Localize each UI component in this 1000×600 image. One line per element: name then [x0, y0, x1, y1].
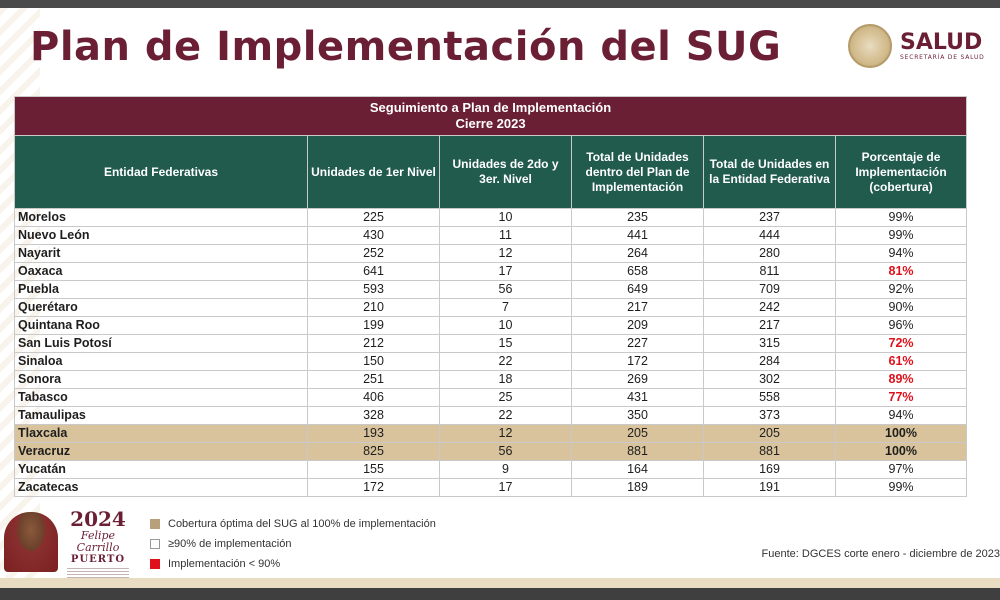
- legend-item: [150, 534, 436, 554]
- n1-cell: 593: [308, 281, 440, 299]
- plan-cell: 431: [572, 389, 704, 407]
- n1-cell: 155: [308, 461, 440, 479]
- source-note: Fuente: DGCES corte enero - diciembre de 2023: [761, 548, 1000, 560]
- caption-line-2: Cierre 2023: [455, 116, 526, 131]
- legend-label: ≥90% de implementación: [168, 538, 292, 550]
- plan-cell: 658: [572, 263, 704, 281]
- total-cell: 302: [704, 371, 836, 389]
- implementation-table: [14, 96, 967, 497]
- n1-cell: 406: [308, 389, 440, 407]
- entity-cell: Querétaro: [15, 299, 308, 317]
- column-header-plan: Total de Unidades dentro del Plan de Implementación: [572, 136, 704, 209]
- total-cell: 169: [704, 461, 836, 479]
- n23-cell: 25: [440, 389, 572, 407]
- legend-swatch: [150, 539, 160, 549]
- page-title: Plan de Implementación del SUG: [30, 24, 782, 70]
- column-header-total: Total de Unidades en la Entidad Federativa: [704, 136, 836, 209]
- coverage-cell: 61%: [836, 353, 967, 371]
- n23-cell: 17: [440, 263, 572, 281]
- total-cell: 709: [704, 281, 836, 299]
- n1-cell: 641: [308, 263, 440, 281]
- plan-cell: 205: [572, 425, 704, 443]
- n23-cell: 15: [440, 335, 572, 353]
- n1-cell: 172: [308, 479, 440, 497]
- bottom-decor-band: [0, 578, 1000, 588]
- n1-cell: 825: [308, 443, 440, 461]
- entity-cell: Morelos: [15, 209, 308, 227]
- total-cell: 811: [704, 263, 836, 281]
- table-body: [15, 209, 967, 497]
- coverage-cell: 81%: [836, 263, 967, 281]
- coverage-cell: 90%: [836, 299, 967, 317]
- n1-cell: 150: [308, 353, 440, 371]
- n23-cell: 18: [440, 371, 572, 389]
- campaign-badge: [4, 506, 134, 574]
- entity-cell: Puebla: [15, 281, 308, 299]
- coverage-cell: 99%: [836, 227, 967, 245]
- table-row: [15, 317, 967, 335]
- total-cell: 373: [704, 407, 836, 425]
- plan-cell: 189: [572, 479, 704, 497]
- entity-cell: Quintana Roo: [15, 317, 308, 335]
- n23-cell: 11: [440, 227, 572, 245]
- entity-cell: Tlaxcala: [15, 425, 308, 443]
- total-cell: 242: [704, 299, 836, 317]
- plan-cell: 881: [572, 443, 704, 461]
- n1-cell: 212: [308, 335, 440, 353]
- total-cell: 191: [704, 479, 836, 497]
- table-row: [15, 299, 967, 317]
- n1-cell: 430: [308, 227, 440, 245]
- total-cell: 315: [704, 335, 836, 353]
- table-row: [15, 245, 967, 263]
- coverage-cell: 97%: [836, 461, 967, 479]
- plan-cell: 217: [572, 299, 704, 317]
- n23-cell: 56: [440, 443, 572, 461]
- n23-cell: 7: [440, 299, 572, 317]
- coverage-cell: 89%: [836, 371, 967, 389]
- entity-cell: Tabasco: [15, 389, 308, 407]
- total-cell: 444: [704, 227, 836, 245]
- n1-cell: 251: [308, 371, 440, 389]
- coverage-cell: 72%: [836, 335, 967, 353]
- plan-cell: 350: [572, 407, 704, 425]
- table-row: [15, 407, 967, 425]
- n23-cell: 10: [440, 317, 572, 335]
- badge-name: Felipe Carrillo: [76, 529, 120, 554]
- entity-cell: Oaxaca: [15, 263, 308, 281]
- legend-label: Cobertura óptima del SUG al 100% de implementación: [168, 518, 436, 530]
- table-row: [15, 425, 967, 443]
- entity-cell: Nuevo León: [15, 227, 308, 245]
- total-cell: 237: [704, 209, 836, 227]
- entity-cell: Sinaloa: [15, 353, 308, 371]
- table-row: [15, 353, 967, 371]
- table-row: [15, 209, 967, 227]
- plan-cell: 164: [572, 461, 704, 479]
- coverage-cell: 100%: [836, 443, 967, 461]
- legend-swatch: [150, 559, 160, 569]
- coat-of-arms-icon: [848, 24, 892, 68]
- window-frame-top: [0, 0, 1000, 8]
- legend-swatch: [150, 519, 160, 529]
- entity-cell: Veracruz: [15, 443, 308, 461]
- caption-line-1: Seguimiento a Plan de Implementación: [369, 100, 612, 115]
- n23-cell: 12: [440, 425, 572, 443]
- table-row: [15, 281, 967, 299]
- total-cell: 280: [704, 245, 836, 263]
- legend-label: Implementación < 90%: [168, 558, 281, 570]
- coverage-cell: 94%: [836, 407, 967, 425]
- plan-cell: 264: [572, 245, 704, 263]
- n1-cell: 210: [308, 299, 440, 317]
- total-cell: 217: [704, 317, 836, 335]
- n1-cell: 193: [308, 425, 440, 443]
- total-cell: 881: [704, 443, 836, 461]
- logo-subtitle: SECRETARÍA DE SALUD: [900, 53, 985, 61]
- legend-item: [150, 514, 436, 534]
- legend: [150, 514, 436, 574]
- table-row: [15, 443, 967, 461]
- n23-cell: 10: [440, 209, 572, 227]
- column-header-entity: Entidad Federativas: [15, 136, 308, 209]
- plan-cell: 172: [572, 353, 704, 371]
- salud-logo: [848, 24, 985, 68]
- coverage-cell: 92%: [836, 281, 967, 299]
- n23-cell: 12: [440, 245, 572, 263]
- column-header-row: [15, 136, 967, 209]
- entity-cell: Yucatán: [15, 461, 308, 479]
- table-row: [15, 227, 967, 245]
- badge-fine-print: [67, 568, 129, 578]
- n1-cell: 252: [308, 245, 440, 263]
- coverage-cell: 94%: [836, 245, 967, 263]
- table-caption: [15, 97, 967, 136]
- plan-cell: 269: [572, 371, 704, 389]
- total-cell: 558: [704, 389, 836, 407]
- table-row: [15, 479, 967, 497]
- plan-cell: 209: [572, 317, 704, 335]
- coverage-cell: 99%: [836, 479, 967, 497]
- total-cell: 284: [704, 353, 836, 371]
- badge-place: PUERTO: [70, 554, 126, 565]
- n1-cell: 199: [308, 317, 440, 335]
- entity-cell: Sonora: [15, 371, 308, 389]
- n1-cell: 225: [308, 209, 440, 227]
- n23-cell: 22: [440, 353, 572, 371]
- portrait-image: [4, 512, 58, 572]
- entity-cell: Zacatecas: [15, 479, 308, 497]
- table-row: [15, 335, 967, 353]
- plan-cell: 235: [572, 209, 704, 227]
- table-row: [15, 371, 967, 389]
- column-header-n1: Unidades de 1er Nivel: [308, 136, 440, 209]
- n23-cell: 56: [440, 281, 572, 299]
- plan-cell: 649: [572, 281, 704, 299]
- logo-name: SALUD: [900, 29, 983, 55]
- coverage-cell: 100%: [836, 425, 967, 443]
- total-cell: 205: [704, 425, 836, 443]
- entity-cell: Tamaulipas: [15, 407, 308, 425]
- badge-year: 2024: [70, 507, 126, 531]
- n23-cell: 9: [440, 461, 572, 479]
- n1-cell: 328: [308, 407, 440, 425]
- plan-cell: 441: [572, 227, 704, 245]
- entity-cell: Nayarit: [15, 245, 308, 263]
- legend-item: [150, 554, 436, 574]
- entity-cell: San Luis Potosí: [15, 335, 308, 353]
- table-row: [15, 263, 967, 281]
- n23-cell: 22: [440, 407, 572, 425]
- window-frame-bottom: [0, 588, 1000, 600]
- table-row: [15, 461, 967, 479]
- column-header-n23: Unidades de 2do y 3er. Nivel: [440, 136, 572, 209]
- coverage-cell: 96%: [836, 317, 967, 335]
- logo-text: [900, 29, 985, 61]
- coverage-cell: 77%: [836, 389, 967, 407]
- coverage-cell: 99%: [836, 209, 967, 227]
- n23-cell: 17: [440, 479, 572, 497]
- badge-text: [60, 508, 136, 578]
- column-header-pct: Porcentaje de Implementación (cobertura): [836, 136, 967, 209]
- table-row: [15, 389, 967, 407]
- plan-cell: 227: [572, 335, 704, 353]
